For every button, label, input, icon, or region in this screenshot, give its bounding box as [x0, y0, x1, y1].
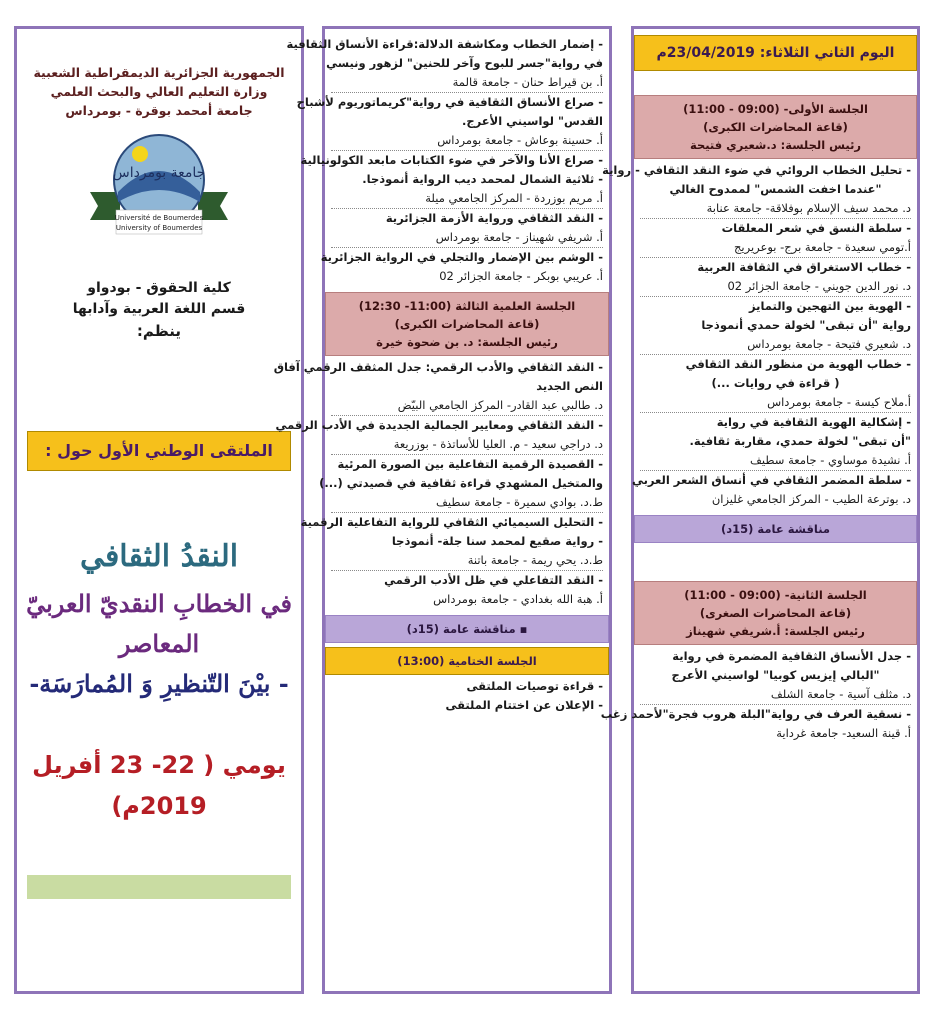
list-item: - الإعلان عن اختتام الملتقى: [445, 698, 603, 712]
list-item: د. شعيري فتيحة - جامعة بومرداس: [640, 335, 911, 355]
session-3-hall: (قاعة المحاضرات الكبرى): [394, 317, 540, 331]
right-column: [600, 35, 911, 743]
logo-arabic-text: جامعة بومرداس: [112, 165, 206, 181]
list-item: "البالي إيزيس كوبيا" لواسيني الأعرج: [671, 668, 880, 682]
list-item: أ. عريبي بوبكر - جامعة الجزائر 02: [439, 269, 603, 283]
list-item: "عندما اخفت الشمس" لممدوح الغالي: [669, 182, 882, 196]
list-item: - سلطة المضمر الثقافي في أنساق الشعر العربي: [631, 473, 911, 487]
institution-header: [17, 63, 301, 120]
list-item: - نسقية العرف في رواية"البلة هروب فجرة"لأحمد زغب: [600, 707, 911, 721]
program-panel-right: [600, 26, 920, 994]
list-item: ط.د. يحي ريمة - جامعة باتنة: [331, 551, 603, 571]
title-line-4: - بيْنَ التّنظيرِ وَ المُمارَسَة-: [29, 669, 289, 698]
list-item: ط.د. بوادي سميرة - جامعة سطيف: [331, 493, 603, 513]
dates-line-2: 2019م): [111, 792, 207, 820]
list-item: أ. مريم بوزردة - المركز الجامعي ميلة: [331, 189, 603, 209]
list-item: - النقد التفاعلي في ظل الأدب الرقمي: [384, 573, 603, 587]
list-item: - الوشم بين الإضمار والتجلي في الرواية الجزائرية: [320, 250, 603, 264]
forum-banner: الملتقى الوطني الأول حول :: [27, 431, 291, 471]
list-item: - رواية صقيع لمحمد سنا جلة- أنموذجا: [391, 534, 603, 548]
session-2-header: [634, 581, 917, 645]
list-item: - سلطة النسق في شعر المعلقات: [721, 221, 911, 235]
list-item: - إضمار الخطاب ومكاشفة الدلالة:قراءة الأنساق الثقافية: [286, 37, 603, 51]
list-item: والمتخيل المشهدي قراءة ثقافية في قصيدتي (...): [319, 476, 603, 490]
session-3-chair: رئيس الجلسة: د. بن ضحوة خيرة: [376, 335, 558, 349]
session-3-header: [325, 292, 609, 356]
dates-line-1: يومي ( 22- 23 أفريل: [32, 751, 286, 779]
session-2-hall: (قاعة المحاضرات الصغرى): [699, 606, 852, 620]
list-item: د. طالبي عبد القادر- المركز الجامعي البيّض: [331, 396, 603, 416]
faculty-line: كلية الحقوق - بودواو: [87, 280, 231, 296]
list-item: - خطاب الاستغراق في الثقافة العربية: [697, 260, 911, 274]
session-2-chair: رئيس الجلسة: أ.شريفي شهيناز: [686, 624, 865, 638]
university-logo: [84, 130, 234, 240]
list-item: - صراع الأنا والآخر في ضوء الكتابات مابعد الكولونيالية: [300, 153, 603, 167]
session-2-title: الجلسة الثانية- (09:00 - 11:00): [684, 588, 867, 602]
list-item: - خطاب الهوية من منظور النقد الثقافي: [685, 357, 911, 371]
list-item: د. مثلف آسية - جامعة الشلف: [640, 685, 911, 705]
list-item: رواية "أن تبقى" لخولة حمدي أنموذجا: [701, 318, 911, 332]
list-item: أ.تومي سعيدة - جامعة برج- بوعريريج: [640, 238, 911, 258]
logo-fr-text: Université de Boumerdes: [114, 214, 204, 222]
list-item: - التحليل السيميائي الثقافي للرواية التفاعلية الرقمية: [300, 515, 603, 529]
department-line: قسم اللغة العربية وآدابها: [72, 301, 246, 317]
list-item: د. بوترعة الطيب - المركز الجامعي غليزان: [711, 492, 911, 506]
list-item: أ. هبة الله بغدادي - جامعة بومرداس: [433, 592, 603, 606]
session-1-hall: (قاعة المحاضرات الكبرى): [703, 120, 848, 134]
list-item: أ. شريفي شهيناز - جامعة بومرداس: [331, 228, 603, 248]
list-item: - النقد الثقافي والأدب الرقمي: جدل المثقف الرقمي آفاق: [273, 360, 603, 374]
list-item: أ. حسينة بوعاش - جامعة بومرداس: [331, 131, 603, 151]
list-item: - تحليل الخطاب الروائي في ضوء النقد الثقافي - رواية: [602, 163, 911, 177]
session-1-header: [634, 95, 917, 159]
list-item: - ثلاثية الشمال لمحمد ديب الرواية أنموذجا.: [362, 172, 603, 186]
list-item: ( قراءة في روايات ...): [711, 376, 840, 390]
session-1-chair: رئيس الجلسة: د.شعيري فتيحة: [689, 138, 862, 152]
logo-en-text: University of Boumerdes: [115, 224, 203, 232]
green-band: [27, 875, 291, 899]
list-item: "أن تبقى" لخولة حمدي، مقاربة ثقافية.: [689, 434, 911, 448]
faculty-block: [17, 278, 301, 320]
day-two-header: اليوم الثاني الثلاثاء: 23/04/2019م: [634, 35, 917, 71]
republic-line: الجمهورية الجزائرية الديمقراطية الشعبية: [33, 65, 285, 80]
list-item: - الهوية بين التهجين والتمايز: [749, 299, 911, 313]
list-item: - إشكالية الهوية الثقافية في رواية: [716, 415, 911, 429]
list-item: - النقد الثقافي ورواية الأزمة الجزائرية: [385, 211, 603, 225]
title-main: النقدُ الثقافي: [79, 539, 239, 574]
list-item: أ.ملاح كيسة - جامعة بومرداس: [640, 393, 911, 413]
list-item: د. محمد سيف الإسلام بوفلاقة- جامعة عنابة: [640, 199, 911, 219]
list-item: - قراءة توصيات الملتقى: [466, 679, 603, 693]
discussion-band-right: مناقشة عامة (15د): [634, 515, 917, 543]
closing-session-header: الجلسة الختامية (13:00): [325, 647, 609, 675]
title-line-3: المعاصر: [118, 629, 200, 658]
title-line-2: في الخطابِ النقديّ العربيّ: [26, 589, 292, 618]
organizes-label: ينظم:: [136, 322, 182, 340]
discussion-band-middle: ▪ مناقشة عامة (15د): [325, 615, 609, 643]
list-item: د. نور الدين جويني - جامعة الجزائر 02: [640, 277, 911, 297]
list-item: - صراع الأنساق الثقافية في رواية"كريماتوريوم لأشباح: [296, 95, 603, 109]
cover-panel: [14, 26, 304, 994]
list-item: أ. بن قيراط حنان - جامعة قالمة: [331, 73, 603, 93]
list-item: أ. نشيدة موساوي - جامعة سطيف: [640, 451, 911, 471]
list-item: د. دراجي سعيد - م. العليا للأساتذة - بوزريعة: [331, 435, 603, 455]
list-item: - القصيدة الرقمية التفاعلية بين الصورة المرئية: [337, 457, 603, 471]
list-item: في رواية"جسر للبوح وآخر للحنين" لزهور ونيسي: [326, 56, 603, 70]
program-panel-middle: [273, 26, 612, 994]
middle-column: [273, 35, 603, 715]
session-3-title: الجلسة العلمية الثالثة (11:00- 12:30): [358, 299, 576, 313]
university-line: جامعة أمحمد بوقرة - بومرداس: [65, 103, 253, 118]
list-item: - جدل الأنساق الثقافية المضمرة في رواية: [672, 649, 911, 663]
list-item: النص الجديد: [536, 379, 603, 393]
session-1-title: الجلسة الأولى- (09:00 - 11:00): [683, 102, 868, 116]
list-item: أ. قينة السعيد- جامعة غرداية: [776, 726, 911, 740]
list-item: - النقد الثقافي ومعايير الجمالية الجديدة في الأدب الرقمي: [275, 418, 603, 432]
ministry-line: وزارة التعليم العالي والبحث العلمي: [50, 84, 268, 99]
list-item: القدس" لواسيني الأعرج.: [461, 114, 603, 128]
